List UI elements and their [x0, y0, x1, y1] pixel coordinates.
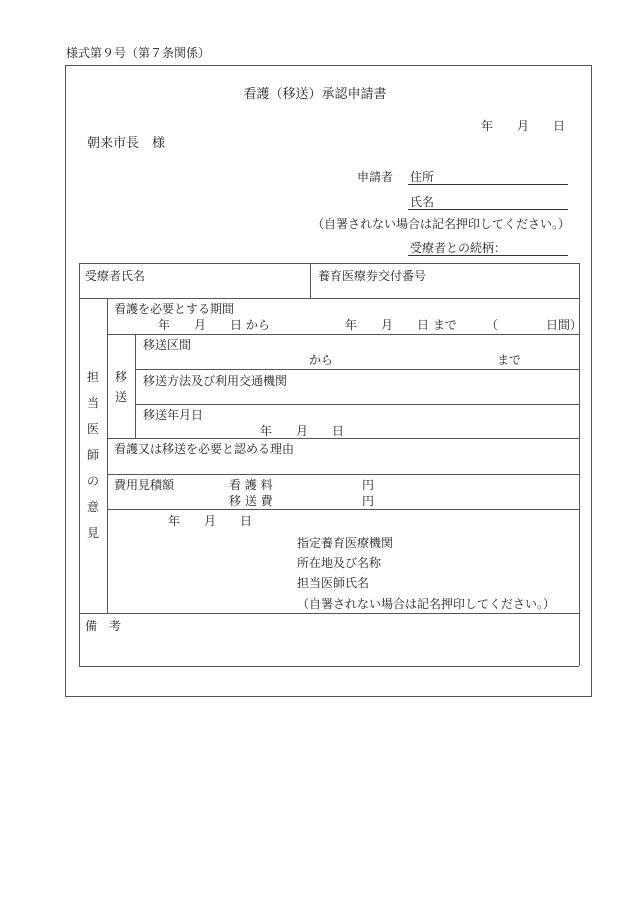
doctor-opinion-char: 意	[86, 500, 99, 514]
reason-label: 看護又は移送を必要と認める理由	[114, 442, 295, 456]
remarks-label: 備 考	[85, 619, 122, 633]
doctor-opinion-char: 担	[86, 370, 99, 384]
institution-label: 指定養育医療機関	[297, 536, 394, 550]
transport-char: 移	[114, 370, 127, 384]
period-days: （ 日間）	[486, 318, 583, 332]
transport-fee-label: 移 送 費	[229, 494, 273, 508]
cost-label: 費用見積額	[114, 478, 175, 492]
doctor-note: （自署されない場合は記名押印してください。）	[297, 597, 556, 611]
doctor-name-label: 担当医師氏名	[297, 576, 370, 590]
applicant-label: 申請者	[357, 170, 394, 184]
addressee: 朝来市長 様	[87, 136, 166, 151]
section-label: 移送区間	[143, 338, 192, 352]
nursing-fee-label: 看 護 料	[229, 478, 273, 492]
name-underline	[408, 209, 568, 210]
patient-name-label: 受療者氏名	[85, 269, 146, 283]
period-label: 看護を必要とする期間	[114, 302, 235, 316]
address-underline	[408, 184, 568, 185]
doctor-opinion-char: 師	[86, 448, 99, 462]
doctor-opinion-char: 医	[86, 422, 99, 436]
method-label: 移送方法及び利用交通機関	[143, 374, 288, 388]
transport-date-label: 移送年月日	[143, 408, 204, 422]
form-title: 看護（移送）承認申請書	[243, 87, 387, 102]
doctor-opinion-char: 見	[86, 526, 99, 540]
section-to: まで	[497, 353, 522, 367]
period-to: 年 月 日 まで	[345, 318, 457, 332]
period-from: 年 月 日 から	[158, 318, 270, 332]
sign-date: 年 月 日	[168, 514, 253, 528]
section-from: から	[309, 353, 334, 367]
transport-date-value: 年 月 日	[260, 424, 345, 438]
applicant-note: （自署されない場合は記名押印してください。）	[312, 217, 571, 231]
date-line: 年 月 日	[481, 119, 566, 133]
form-number: 様式第９号（第７条関係）	[66, 46, 211, 60]
doctor-opinion-char: 当	[86, 396, 99, 410]
relation-label: 受療者との続柄：	[410, 241, 507, 255]
transport-char: 送	[114, 390, 127, 404]
transport-fee-yen: 円	[362, 494, 375, 508]
applicant-address-label: 住所	[410, 170, 435, 184]
applicant-name-label: 氏名	[410, 195, 435, 209]
relation-underline	[408, 255, 568, 256]
certificate-number-label: 養育医療券交付番号	[318, 269, 427, 283]
location-label: 所在地及び名称	[297, 556, 382, 570]
doctor-opinion-char: の	[86, 474, 99, 488]
nursing-fee-yen: 円	[362, 478, 375, 492]
